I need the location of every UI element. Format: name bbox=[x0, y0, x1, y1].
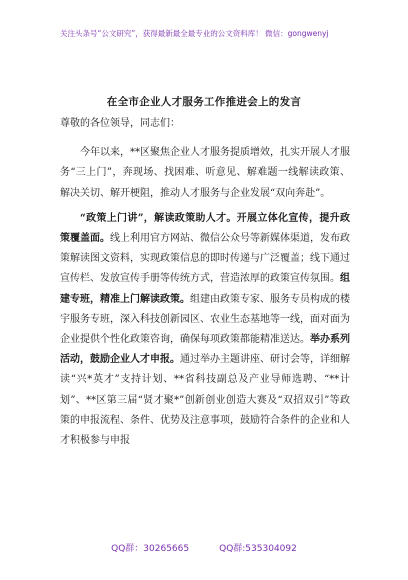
footer-qq-group-2: QQ群:535304092 bbox=[219, 544, 297, 554]
greeting-line: 尊敬的各位领导，同志们： bbox=[60, 118, 180, 129]
footer-contact bbox=[0, 541, 408, 554]
paragraph-intro: 今年以来，**区聚焦企业人才服务提质增效，扎实开展人才服务“三上门”，奔现场、找困难、听意见、解难题一线解读政策、解决关切、解开梗阻，推动人才服务与企业发展“双向奔赴”。 bbox=[60, 147, 350, 199]
document-body bbox=[60, 114, 350, 456]
document-title: 在全市企业人才服务工作推进会上的发言 bbox=[106, 96, 302, 108]
policy-text-3: 通过举办主题讲座、研讨会等，详细解读“兴*英才”支持计划、**省科技副总及产业导师选聘、“**计划”、**区第三届“贤才聚*”创新创业创造大赛及“双招双引”等政策的申报流程、条件、优势及注意事项，鼓励符合条件的企业和人才积极参与申报 bbox=[60, 354, 350, 447]
policy-subheading-3: 举办系列活动，鼓励企业人才申报。 bbox=[60, 334, 350, 366]
header-promo-note: 关注头条号“公文研究”，获得最新最全最专业的公文资料库！ 微信：gongwenyj bbox=[60, 29, 329, 38]
policy-heading: “政策上门讲”，解读政策助人才。开展立体化宣传，提升政策覆盖面。 bbox=[60, 212, 350, 245]
paragraph-policy bbox=[60, 209, 350, 451]
policy-subheading-2: 组建专班，精准上门解读政策。 bbox=[60, 273, 350, 305]
footer-qq-group-1: QQ群：30265665 bbox=[111, 544, 190, 554]
policy-text-1: 线上利用官方网站、微信公众号等新媒体渠道，发布政策解读图文资料，实现政策信息的即时传递与广泛覆盖；线下通过宣传栏、发放宣传手册等传统方式，营造浓厚的政策宣传氛围。 bbox=[60, 233, 350, 285]
policy-text-2: 组建由政策专家、服务专员构成的楼宇服务专班，深入科技创新园区、农业生态基地等一线，面对面为企业提供个性化政策咨询，确保每项政策都能精准送达。 bbox=[60, 293, 350, 346]
